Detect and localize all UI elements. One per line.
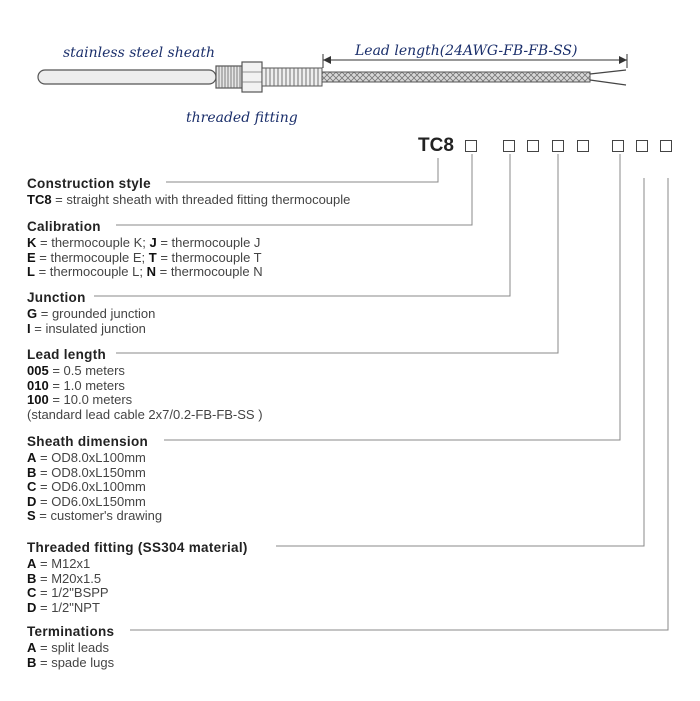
fitting-caption: threaded fitting <box>186 110 298 126</box>
option-line <box>27 393 263 408</box>
section-title: Lead length <box>27 347 110 362</box>
sheath-tube <box>38 70 216 84</box>
option-desc: = thermocouple L; <box>34 264 147 279</box>
code-box-lead-3 <box>577 140 589 152</box>
section-threaded-fitting <box>27 539 252 615</box>
option-line <box>27 495 162 510</box>
section-junction <box>27 289 155 336</box>
option-desc: = 1.0 meters <box>48 377 125 393</box>
lead-cable-note: (standard lead cable 2x7/0.2-FB-FB-SS ) <box>27 406 263 422</box>
option-code: J <box>149 235 157 250</box>
option-code: E <box>27 249 36 265</box>
option-line <box>27 601 252 616</box>
option-desc: = M20x1.5 <box>36 570 102 586</box>
section-calibration <box>27 218 263 280</box>
code-box-lead-2 <box>552 140 564 152</box>
option-code: K <box>27 235 37 250</box>
option-code: D <box>27 599 37 615</box>
option-code: G <box>27 306 38 321</box>
lead-length-caption: Lead length(24AWG-FB-FB-SS) <box>355 43 578 59</box>
option-code: I <box>27 320 31 336</box>
option-desc: = OD8.0xL100mm <box>36 450 146 465</box>
option-code: N <box>146 264 156 279</box>
option-code: B <box>27 654 37 670</box>
option-desc: = M12x1 <box>36 556 91 571</box>
option-desc: = 1/2"BSPP <box>36 585 109 600</box>
threaded-fitting <box>216 62 262 92</box>
connector-threaded-fitting <box>276 178 644 546</box>
option-code: B <box>27 464 37 480</box>
strain-relief-spring <box>262 68 322 86</box>
option-code: L <box>27 264 35 279</box>
option-line <box>27 557 252 572</box>
option-desc: = spade lugs <box>36 654 115 670</box>
option-line <box>27 193 350 208</box>
option-desc: = thermocouple J <box>156 235 261 250</box>
code-box-lead-1 <box>527 140 539 152</box>
option-line <box>27 265 263 280</box>
option-desc: = customer's drawing <box>35 508 163 523</box>
code-box-sheath <box>612 140 624 152</box>
option-code: C <box>27 585 37 600</box>
option-desc: = thermocouple E; <box>35 249 149 265</box>
option-desc: = OD8.0xL150mm <box>36 464 146 480</box>
option-code: T <box>148 249 157 265</box>
section-title: Terminations <box>27 624 118 639</box>
option-line <box>27 656 118 671</box>
section-construction-style <box>27 175 350 208</box>
option-line <box>27 480 162 495</box>
option-code: C <box>27 479 37 494</box>
section-title: Threaded fitting (SS304 material) <box>27 540 252 555</box>
option-desc: = 1/2"NPT <box>36 599 100 615</box>
option-desc: = grounded junction <box>37 306 156 321</box>
option-line <box>27 641 118 656</box>
option-code: TC8 <box>27 192 52 207</box>
sheath-caption: stainless steel sheath <box>63 45 216 61</box>
code-box-termination <box>660 140 672 152</box>
option-line <box>27 572 252 587</box>
option-code: 010 <box>27 377 49 393</box>
option-desc: = 10.0 meters <box>48 392 133 407</box>
code-box-junction <box>503 140 515 152</box>
option-line <box>27 364 263 379</box>
option-code: 005 <box>27 363 49 378</box>
code-box-calibration <box>465 140 477 152</box>
option-desc: = split leads <box>36 640 110 655</box>
section-title: Calibration <box>27 219 105 234</box>
option-desc: = OD6.0xL150mm <box>36 493 146 509</box>
section-title: Construction style <box>27 176 155 191</box>
option-line <box>27 586 252 601</box>
option-line <box>27 466 162 481</box>
option-code: 100 <box>27 392 49 407</box>
option-desc: = insulated junction <box>30 320 146 336</box>
option-code: D <box>27 493 37 509</box>
order-code-prefix: TC8 <box>418 135 454 156</box>
option-line <box>27 307 155 322</box>
option-code: B <box>27 570 37 586</box>
section-sheath-dimension <box>27 433 162 524</box>
section-title: Sheath dimension <box>27 434 152 449</box>
option-desc: = 0.5 meters <box>48 363 125 378</box>
option-code: A <box>27 556 37 571</box>
code-box-fitting <box>636 140 648 152</box>
section-terminations <box>27 623 118 670</box>
option-code: S <box>27 508 36 523</box>
option-desc: = thermocouple T <box>156 249 262 265</box>
option-line <box>27 236 263 251</box>
option-code: A <box>27 450 37 465</box>
section-title: Junction <box>27 290 90 305</box>
option-line <box>27 251 263 266</box>
option-line <box>27 509 162 524</box>
section-lead-length <box>27 346 263 422</box>
option-code: A <box>27 640 37 655</box>
option-line <box>27 379 263 394</box>
option-desc: = thermocouple N <box>156 264 263 279</box>
option-line <box>27 451 162 466</box>
option-desc: = straight sheath with threaded fitting thermocouple <box>51 192 351 207</box>
split-leads <box>590 70 626 85</box>
option-desc: = thermocouple K; <box>36 235 150 250</box>
option-line <box>27 322 155 337</box>
braided-lead-cable <box>322 72 590 82</box>
option-desc: = OD6.0xL100mm <box>36 479 146 494</box>
